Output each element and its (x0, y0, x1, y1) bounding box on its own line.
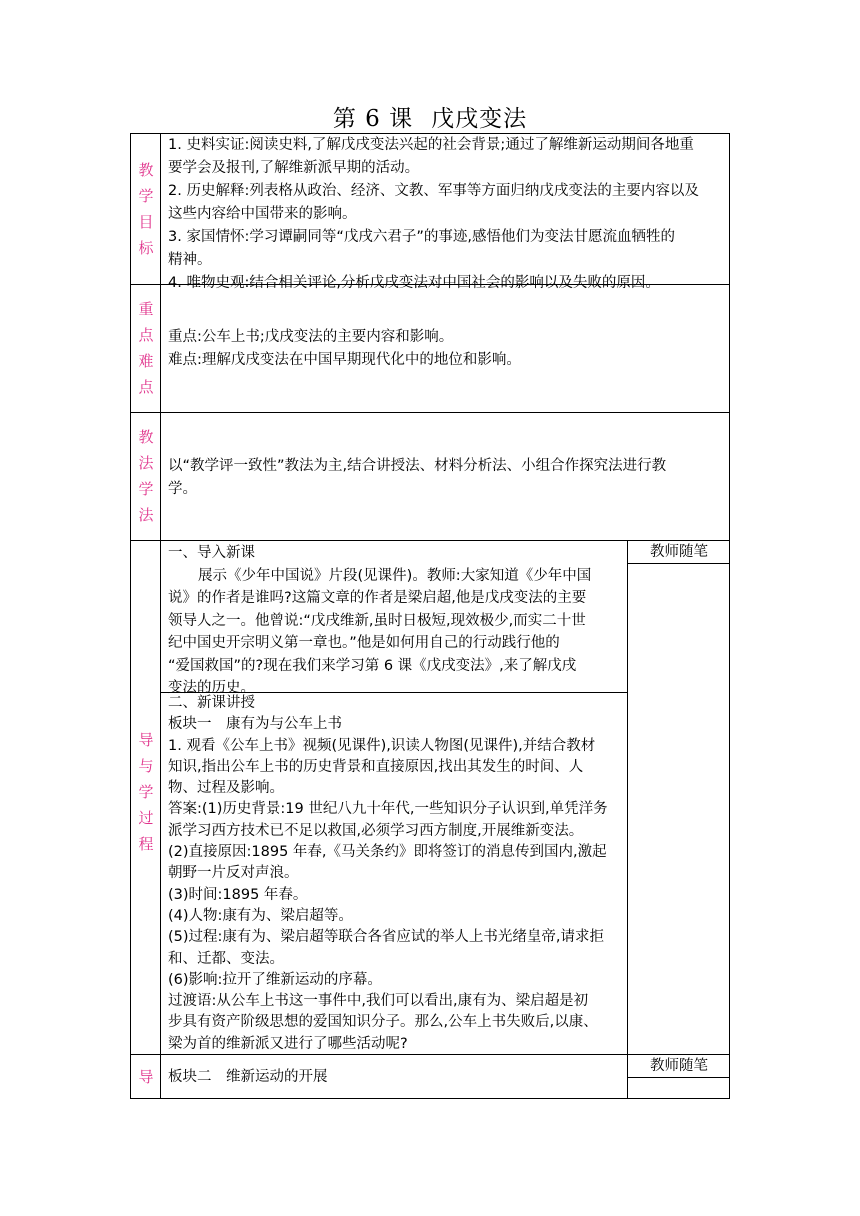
intro-line: 变法的历史。 (168, 680, 255, 696)
notes-header-divider (627, 1077, 729, 1078)
objectives-label: 教 学 目 标 (138, 161, 154, 257)
teach-line: 梁为首的维新派又进行了哪些活动呢? (168, 1035, 408, 1052)
teach-line: 和、迁都、变法。 (168, 950, 284, 967)
intro-heading: 一、导入新课 (168, 545, 255, 561)
module-heading: 板块一 康有为与公车上书 (168, 716, 342, 733)
teach-line: (6)影响:拉开了维新运动的序幕。 (168, 971, 382, 988)
difficult-point-line: 难点:理解戊戌变法在中国早期现代化中的地位和影响。 (168, 352, 521, 368)
teach-line: (5)过程:康有为、梁启超等联合各省应试的举人上书光绪皇帝,请求拒 (168, 929, 605, 946)
teach-line: 派学习西方技术已不足以救国,必须学习西方制度,开展维新变法。 (168, 822, 584, 839)
methods-content (168, 455, 666, 501)
methods-label: 教 法 学 法 (138, 428, 154, 524)
intro-line: 纪中国史开宗明义第一章也。”他是如何用自己的行动践行他的 (168, 635, 560, 651)
process-label: 导 与 学 过 程 (138, 731, 154, 853)
teach-content (168, 693, 608, 1055)
intro-line: “爱国救国”的?现在我们来学习第 6 课《戊戌变法》,来了解戊戌 (168, 657, 577, 674)
teach-line: 朝野一片反对声浪。 (168, 865, 299, 882)
objective-line: 精神。 (168, 252, 212, 268)
teach-line: 答案:(1)历史背景:19 世纪八九十年代,一些知识分子认识到,单凭洋务 (168, 801, 608, 818)
teach-line: 物、过程及影响。 (168, 780, 284, 797)
objective-line: 要学会及报刊,了解维新派早期的活动。 (168, 160, 420, 176)
key-points-content (168, 326, 521, 372)
module-heading: 板块二 维新运动的开展 (168, 1069, 328, 1085)
objectives-content (168, 134, 699, 295)
key-points-label: 重 点 难 点 (138, 300, 154, 396)
objective-line: 3. 家国情怀:学习谭嗣同等“戊戌六君子”的事迹,感悟他们为变法甘愿流血牺牲的 (168, 229, 675, 245)
objective-line: 这些内容给中国带来的影响。 (168, 206, 357, 222)
intro-line: 领导人之一。他曾说:“戊戌维新,虽时日极短,现效极少,而实二十世 (168, 612, 586, 629)
key-point-line: 重点:公车上书;戊戌变法的主要内容和影响。 (168, 329, 454, 345)
teacher-notes-header: 教师随笔 (650, 1058, 708, 1074)
row-divider (131, 412, 729, 413)
next-section-content (168, 1066, 328, 1089)
teach-line: 1. 观看《公车上书》视频(见课件),识读人物图(见课件),并结合教材 (168, 737, 596, 754)
intro-line: 展示《少年中国说》片段(见课件)。教师:大家知道《少年中国 (198, 567, 592, 584)
lesson-number: 第 6 课 (332, 106, 414, 132)
teach-line: 步具有资产阶级思想的爱国知识分子。那么,公车上书失败后,以康、 (168, 1014, 598, 1031)
objective-line: 1. 史料实证:阅读史料,了解戊戌变法兴起的社会背景;通过了解维新运动期间各地重 (168, 137, 694, 153)
next-section-label: 导 (138, 1067, 154, 1086)
teach-line: (4)人物:康有为、梁启超等。 (168, 907, 353, 924)
teach-line: (2)直接原因:1895 年春,《马关条约》即将签订的消息传到国内,激起 (168, 844, 607, 861)
intro-line: 说》的作者是谁吗?这篇文章的作者是梁启超,他是戊戌变法的主要 (168, 590, 587, 606)
teach-line: 知识,指出公车上书的历史背景和直接原因,找出其发生的时间、人 (168, 758, 584, 775)
method-line: 以“教学评一致性”教法为主,结合讲授法、材料分析法、小组合作探究法进行教 (168, 458, 667, 474)
teach-line: 过渡语:从公车上书这一事件中,我们可以看出,康有为、梁启超是初 (168, 993, 589, 1010)
objective-line: 4. 唯物史观:结合相关评论,分析戊戌变法对中国社会的影响以及失败的原因。 (168, 275, 660, 291)
notes-column-divider (627, 540, 628, 1098)
notes-header-divider (627, 563, 729, 564)
teach-heading: 二、新课讲授 (168, 695, 255, 711)
lesson-plan-table (130, 133, 730, 1099)
intro-content (168, 542, 591, 700)
teach-line: (3)时间:1895 年春。 (168, 886, 308, 903)
objective-line: 2. 历史解释:列表格从政治、经济、文教、军事等方面归纳戊戌变法的主要内容以及 (168, 183, 699, 199)
lesson-title (0, 104, 860, 134)
method-line: 学。 (168, 481, 197, 497)
teacher-notes-header: 教师随笔 (650, 544, 708, 560)
lesson-name: 戊戌变法 (431, 106, 528, 132)
